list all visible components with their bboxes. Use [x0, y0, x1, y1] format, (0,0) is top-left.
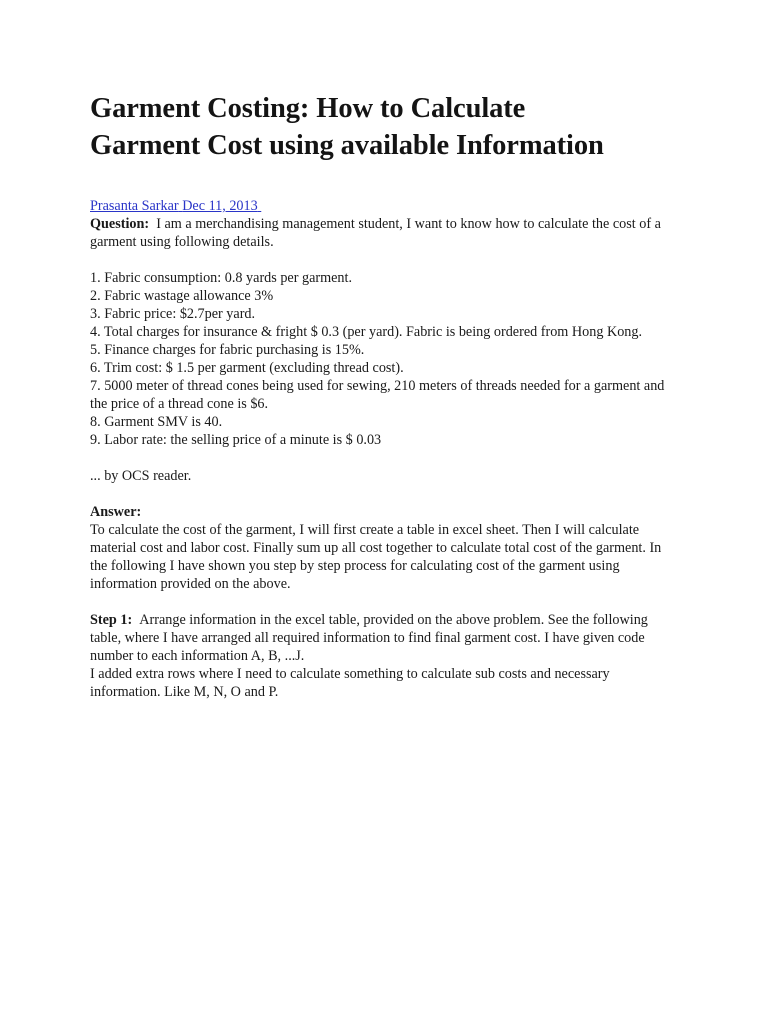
- document-page: [90, 90, 680, 701]
- list-item: 9. Labor rate: the selling price of a minute is $ 0.03: [90, 432, 382, 448]
- reader-note: ... by OCS reader.: [90, 468, 192, 484]
- list-item: 5. Finance charges for fabric purchasing is 15%.: [90, 342, 365, 358]
- step1-paragraph: [90, 611, 680, 665]
- list-item: 8. Garment SMV is 40.: [90, 414, 223, 430]
- title-line-1: Garment Costing: How to Calculate: [90, 93, 526, 124]
- list-item: 4. Total charges for insurance & fright $ 0.3 (per yard). Fabric is being ordered from Hong Kong.: [90, 324, 643, 340]
- article-title: [90, 90, 680, 164]
- list-item: 6. Trim cost: $ 1.5 per garment (excluding thread cost).: [90, 360, 404, 376]
- question-label: Question:: [90, 216, 150, 232]
- spacer: [90, 251, 680, 269]
- author-link[interactable]: [90, 198, 261, 214]
- answer-paragraph: To calculate the cost of the garment, I will first create a table in excel sheet. Then I will calculate material cost and labor cost. Finally sum up all cost together to calculate total cost of the garment. In the following I have shown you step by step process for calculating cost of the garment using information provided on the above.: [90, 522, 662, 592]
- details-list: [90, 269, 680, 449]
- spacer: [90, 593, 680, 611]
- step1-text: Arrange information in the excel table, provided on the above problem. See the following table, where I have arranged all required information to find final garment cost. I have given code number to each information A, B, ...J.: [90, 612, 648, 664]
- author-name: Prasanta Sarkar: [90, 198, 179, 214]
- spacer: [90, 485, 680, 503]
- spacer: [90, 449, 680, 467]
- list-item: 1. Fabric consumption: 0.8 yards per garment.: [90, 270, 353, 286]
- post-date: Dec 11, 2013: [182, 198, 258, 214]
- list-item: 2. Fabric wastage allowance 3%: [90, 288, 274, 304]
- title-line-2: Garment Cost using available Information: [90, 130, 604, 161]
- step1-label: Step 1:: [90, 612, 133, 628]
- question-text: I am a merchandising management student, I want to know how to calculate the cost of a garment using following details.: [90, 216, 661, 250]
- list-item: 3. Fabric price: $2.7per yard.: [90, 306, 256, 322]
- list-item: 7. 5000 meter of thread cones being used for sewing, 210 meters of threads needed for a garment and the price of a thread cone is $6.: [90, 378, 665, 412]
- extra-rows-paragraph: I added extra rows where I need to calculate something to calculate sub costs and necessary information. Like M, N, O and P.: [90, 666, 610, 700]
- answer-label: Answer:: [90, 504, 142, 520]
- byline: [90, 197, 680, 215]
- answer-heading: [90, 503, 680, 521]
- question-paragraph: [90, 215, 680, 251]
